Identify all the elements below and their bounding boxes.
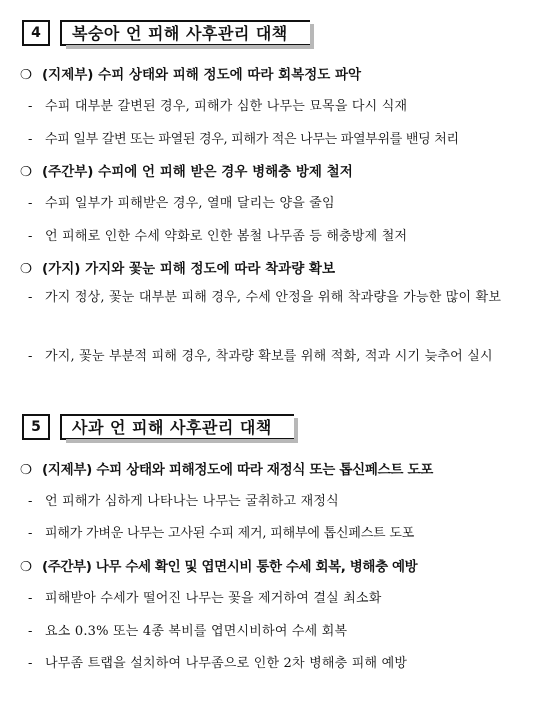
section-4-dash-3 bbox=[20, 195, 529, 213]
section-5-bullet-2 bbox=[20, 558, 529, 576]
dash-mark: - bbox=[28, 656, 33, 671]
dash-mark: - bbox=[28, 229, 33, 244]
dash-mark: - bbox=[28, 349, 33, 364]
section-5-dash-4 bbox=[20, 623, 529, 641]
dash-text: 수피 일부가 피해받은 경우, 열매 달리는 양을 줄임 bbox=[45, 196, 335, 211]
bullet-mark: ❍ bbox=[20, 462, 33, 478]
bullet-text: (주간부) 수피에 언 피해 받은 경우 병해충 방제 철저 bbox=[42, 164, 353, 180]
section-4-bullet-3 bbox=[20, 260, 529, 278]
section-4-dash-6 bbox=[20, 344, 529, 370]
section-5-header bbox=[22, 414, 294, 440]
section-4-dash-4 bbox=[20, 228, 529, 246]
section-5-title-text: 사과 언 피해 사후관리 대책 bbox=[72, 417, 272, 437]
section-5-title bbox=[60, 414, 294, 440]
section-4-header bbox=[22, 20, 310, 46]
dash-text: 피해가 가벼운 나무는 고사된 수피 제거, 피해부에 톱신페스트 도포 bbox=[45, 526, 415, 541]
dash-text: 피해받아 수세가 떨어진 나무는 꽃을 제거하여 결실 최소화 bbox=[45, 591, 382, 606]
dash-text: 수피 일부 갈변 또는 파열된 경우, 피해가 적은 나무는 파열부위를 밴딩 처리 bbox=[45, 132, 459, 147]
bullet-text: (주간부) 나무 수세 확인 및 엽면시비 통한 수세 회복, 병해충 예방 bbox=[42, 559, 418, 575]
dash-mark: - bbox=[28, 196, 33, 211]
section-4-dash-1 bbox=[20, 98, 529, 116]
section-4-dash-5 bbox=[20, 285, 529, 311]
dash-mark: - bbox=[28, 526, 33, 541]
section-4-title bbox=[60, 20, 310, 46]
dash-text: 언 피해가 심하게 나타나는 나무는 굴취하고 재정식 bbox=[45, 494, 339, 509]
section-4-dash-2 bbox=[20, 131, 529, 149]
bullet-mark: ❍ bbox=[20, 67, 33, 83]
section-5-dash-2 bbox=[20, 525, 529, 543]
section-5-dash-5 bbox=[20, 655, 529, 673]
dash-mark: - bbox=[28, 290, 33, 305]
dash-mark: - bbox=[28, 494, 33, 509]
dash-text: 수피 대부분 갈변된 경우, 피해가 심한 나무는 묘목을 다시 식재 bbox=[45, 99, 408, 114]
bullet-text: (지제부) 수피 상태와 피해정도에 따라 재정식 또는 톱신페스트 도포 bbox=[42, 462, 433, 478]
bullet-mark: ❍ bbox=[20, 261, 33, 277]
dash-mark: - bbox=[28, 591, 33, 606]
dash-text: 가지, 꽃눈 부분적 피해 경우, 착과량 확보를 위해 적화, 적과 시기 늦추어 실시 bbox=[45, 349, 493, 364]
bullet-text: (가지) 가지와 꽃눈 피해 정도에 따라 착과량 확보 bbox=[42, 261, 336, 277]
section-4-number: 4 bbox=[22, 20, 50, 46]
dash-text: 나무좀 트랩을 설치하여 나무좀으로 인한 2차 병해충 피해 예방 bbox=[45, 656, 408, 671]
bullet-mark: ❍ bbox=[20, 559, 33, 575]
bullet-text: (지제부) 수피 상태와 피해 정도에 따라 회복정도 파악 bbox=[42, 67, 362, 83]
bullet-mark: ❍ bbox=[20, 164, 33, 180]
dash-mark: - bbox=[28, 624, 33, 639]
dash-text: 요소 0.3% 또는 4종 복비를 엽면시비하여 수세 회복 bbox=[45, 624, 348, 639]
section-5-dash-3 bbox=[20, 590, 529, 608]
dash-mark: - bbox=[28, 132, 33, 147]
section-4-title-text: 복숭아 언 피해 사후관리 대책 bbox=[72, 23, 288, 43]
dash-text: 가지 정상, 꽃눈 대부분 피해 경우, 수세 안정을 위해 착과량을 가능한 많이 확보 bbox=[45, 290, 502, 305]
section-5-number: 5 bbox=[22, 414, 50, 440]
section-5-dash-1 bbox=[20, 493, 529, 511]
section-4-bullet-1 bbox=[20, 66, 529, 84]
section-5-bullet-1 bbox=[20, 461, 529, 479]
dash-mark: - bbox=[28, 99, 33, 114]
dash-text: 언 피해로 인한 수세 약화로 인한 봄철 나무좀 등 해충방제 철저 bbox=[45, 229, 408, 244]
section-4-bullet-2 bbox=[20, 163, 529, 181]
